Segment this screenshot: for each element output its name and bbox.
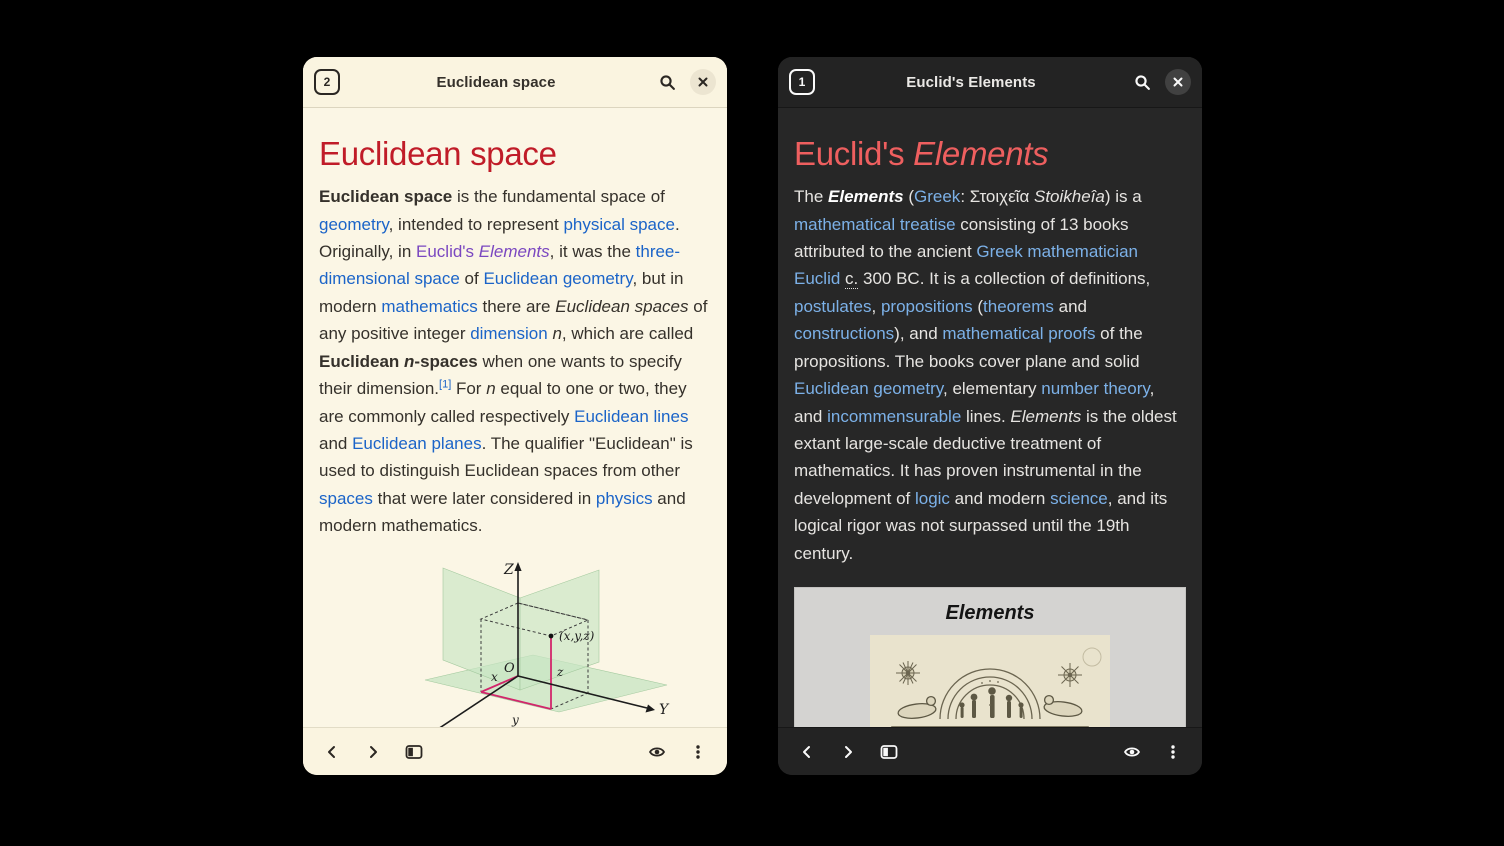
text-run: ( xyxy=(972,296,984,316)
text-run: Euclidean xyxy=(319,351,405,371)
article-link[interactable]: dimension xyxy=(470,324,548,344)
text-run: , and xyxy=(794,379,1155,426)
reader-view-button[interactable] xyxy=(1115,735,1149,769)
sidebar-toggle-button[interactable] xyxy=(872,735,906,769)
bottom-toolbar xyxy=(778,727,1202,775)
reader-window-euclids-elements xyxy=(778,57,1202,775)
text-run: ( xyxy=(903,187,915,207)
article-link[interactable]: Euclid's xyxy=(416,242,479,262)
article-link[interactable]: postulates xyxy=(794,296,872,316)
article-link[interactable]: Greek xyxy=(914,187,961,207)
coordinate-system-figure xyxy=(421,558,671,727)
kebab-menu-icon xyxy=(690,744,706,760)
eye-icon xyxy=(648,744,666,760)
infobox-caption: Elements xyxy=(945,601,1035,624)
chevron-left-icon xyxy=(324,744,340,760)
text-run: , intended to represent xyxy=(388,214,564,234)
search-button[interactable] xyxy=(1127,67,1157,97)
article-link[interactable]: three-dimensional space xyxy=(319,242,681,289)
bottom-toolbar xyxy=(303,727,727,775)
article-link[interactable]: propositions xyxy=(880,296,973,316)
article-link[interactable]: Elements xyxy=(478,242,550,262)
x-segment-label: x xyxy=(491,669,498,684)
z-axis-label: Z xyxy=(504,561,514,578)
text-run: and xyxy=(319,433,353,453)
text-run: , elementary xyxy=(943,379,1042,399)
chevron-right-icon xyxy=(365,744,381,760)
text-run: c. xyxy=(845,269,859,289)
text-run: , which are called xyxy=(561,324,694,344)
menu-button[interactable] xyxy=(681,735,715,769)
article-content[interactable] xyxy=(303,108,727,727)
sidebar-icon xyxy=(880,744,898,760)
article-link[interactable]: physics xyxy=(595,488,653,508)
article-link[interactable]: Euclidean lines xyxy=(574,406,689,426)
tab-count: 1 xyxy=(798,75,806,89)
text-run: , it was the xyxy=(549,242,636,262)
close-icon xyxy=(697,76,709,88)
y-segment-label: y xyxy=(512,712,519,727)
search-button[interactable] xyxy=(652,67,682,97)
z-arrowhead xyxy=(514,562,521,571)
article-link[interactable]: Euclidean planes xyxy=(352,433,482,453)
article-link[interactable]: Euclid xyxy=(794,269,841,289)
article-link[interactable]: mathematics xyxy=(381,296,478,316)
close-button[interactable] xyxy=(1165,69,1191,95)
article-content[interactable] xyxy=(778,108,1202,727)
origin-label: O xyxy=(504,660,515,676)
text-run: n xyxy=(486,379,496,399)
article-link[interactable]: incommensurable xyxy=(827,406,962,426)
forward-button[interactable] xyxy=(356,735,390,769)
text-run: and modern xyxy=(949,488,1051,508)
close-button[interactable] xyxy=(690,69,716,95)
text-run: n xyxy=(552,324,562,344)
article-link[interactable]: Euclidean geometry xyxy=(483,269,633,289)
text-run: . Originally, in xyxy=(319,214,680,262)
article-title xyxy=(794,134,1186,174)
text-run: Stoikheîa xyxy=(1034,187,1105,207)
y-axis-label: Y xyxy=(659,701,669,718)
chevron-left-icon xyxy=(799,744,815,760)
text-run: there are xyxy=(477,296,556,316)
search-icon xyxy=(659,74,676,91)
article-title xyxy=(319,134,711,174)
text-run: For xyxy=(451,379,487,399)
text-run: , xyxy=(871,296,881,316)
article-link[interactable]: mathematical treatise xyxy=(794,214,956,234)
article-paragraph xyxy=(319,183,711,539)
text-run: n xyxy=(404,351,415,371)
close-icon xyxy=(1172,76,1184,88)
eye-icon xyxy=(1123,744,1141,760)
y-arrowhead xyxy=(646,704,656,712)
text-run: Euclidean space xyxy=(319,187,453,207)
text-run: and xyxy=(1053,296,1087,316)
text-run: , but in modern xyxy=(319,269,684,316)
article-link[interactable]: spaces xyxy=(319,488,373,508)
article-link[interactable]: number theory xyxy=(1041,379,1150,399)
text-run: Euclid's xyxy=(794,135,914,172)
back-button[interactable] xyxy=(790,735,824,769)
infobox-card xyxy=(794,587,1186,727)
text-run: lines. xyxy=(961,406,1011,426)
reader-view-button[interactable] xyxy=(640,735,674,769)
text-run: , and its logical rigor was not surpassed until the 19th century. xyxy=(794,488,1168,563)
text-run: of any positive integer xyxy=(319,296,708,344)
text-run: Elements xyxy=(913,135,1049,172)
article-link[interactable]: science xyxy=(1050,488,1108,508)
text-run: ) is a xyxy=(1104,187,1142,207)
text-run: Euclidean space xyxy=(319,135,557,172)
text-run: Euclidean spaces xyxy=(555,296,689,316)
text-run: consisting of 13 books attributed to the ancient xyxy=(794,214,1129,262)
article-link[interactable]: theorems xyxy=(983,296,1054,316)
article-link[interactable]: mathematical proofs xyxy=(942,324,1096,344)
point-label: (x,y,z) xyxy=(559,628,595,643)
forward-button[interactable] xyxy=(831,735,865,769)
text-run: . The qualifier "Euclidean" is used to distinguish Euclidean spaces from other xyxy=(319,433,693,481)
sidebar-toggle-button[interactable] xyxy=(397,735,431,769)
text-run: is the fundamental space of xyxy=(452,187,665,207)
text-run: -spaces xyxy=(414,351,478,371)
tab-counter-button[interactable] xyxy=(789,69,815,95)
text-run: that were later considered in xyxy=(372,488,596,508)
article-link[interactable]: geometry xyxy=(319,214,389,234)
text-run: and modern mathematics. xyxy=(319,488,686,536)
text-run: equal to one or two, they are commonly called respectively xyxy=(319,379,687,426)
article-link[interactable]: Euclidean geometry xyxy=(794,379,943,399)
reader-window-euclidean-space xyxy=(303,57,727,775)
text-run: 300 BC. It is a collection of definitions, xyxy=(858,269,1151,289)
text-run: Elements xyxy=(828,187,904,207)
text-run: ), and xyxy=(894,324,943,344)
text-run: The xyxy=(794,187,829,207)
header-bar xyxy=(778,57,1202,108)
article-link[interactable]: [1] xyxy=(439,378,452,391)
article-link[interactable]: constructions xyxy=(794,324,895,344)
search-icon xyxy=(1134,74,1151,91)
window-title: Euclidean space xyxy=(436,73,556,91)
kebab-menu-icon xyxy=(1165,744,1181,760)
header-bar xyxy=(303,57,727,108)
text-run: when one wants to specify their dimension. xyxy=(319,351,682,399)
menu-button[interactable] xyxy=(1156,735,1190,769)
text-run: : Στοιχεῖα xyxy=(960,187,1034,207)
tab-count: 2 xyxy=(323,75,331,89)
article-link[interactable]: physical space xyxy=(563,214,675,234)
text-run: of xyxy=(459,269,484,289)
text-run: Elements xyxy=(1010,406,1082,426)
text-run: is the oldest extant large-scale deductive treatment of mathematics. It has proven instrumental in the development of xyxy=(794,406,1177,508)
elements-titlepage-engraving xyxy=(870,635,1110,727)
starburst-right xyxy=(1058,663,1082,687)
text-run: of the propositions. The books cover plane and solid xyxy=(794,324,1143,371)
sidebar-icon xyxy=(405,744,423,760)
article-link[interactable]: logic xyxy=(914,488,950,508)
point-marker xyxy=(549,633,554,638)
chevron-right-icon xyxy=(840,744,856,760)
article-paragraph xyxy=(794,183,1186,567)
z-segment-label: z xyxy=(557,664,564,679)
tab-counter-button[interactable] xyxy=(314,69,340,95)
back-button[interactable] xyxy=(315,735,349,769)
article-link[interactable]: Greek mathematician xyxy=(976,242,1138,262)
starburst-left xyxy=(896,661,920,685)
window-title: Euclid's Elements xyxy=(906,73,1036,91)
